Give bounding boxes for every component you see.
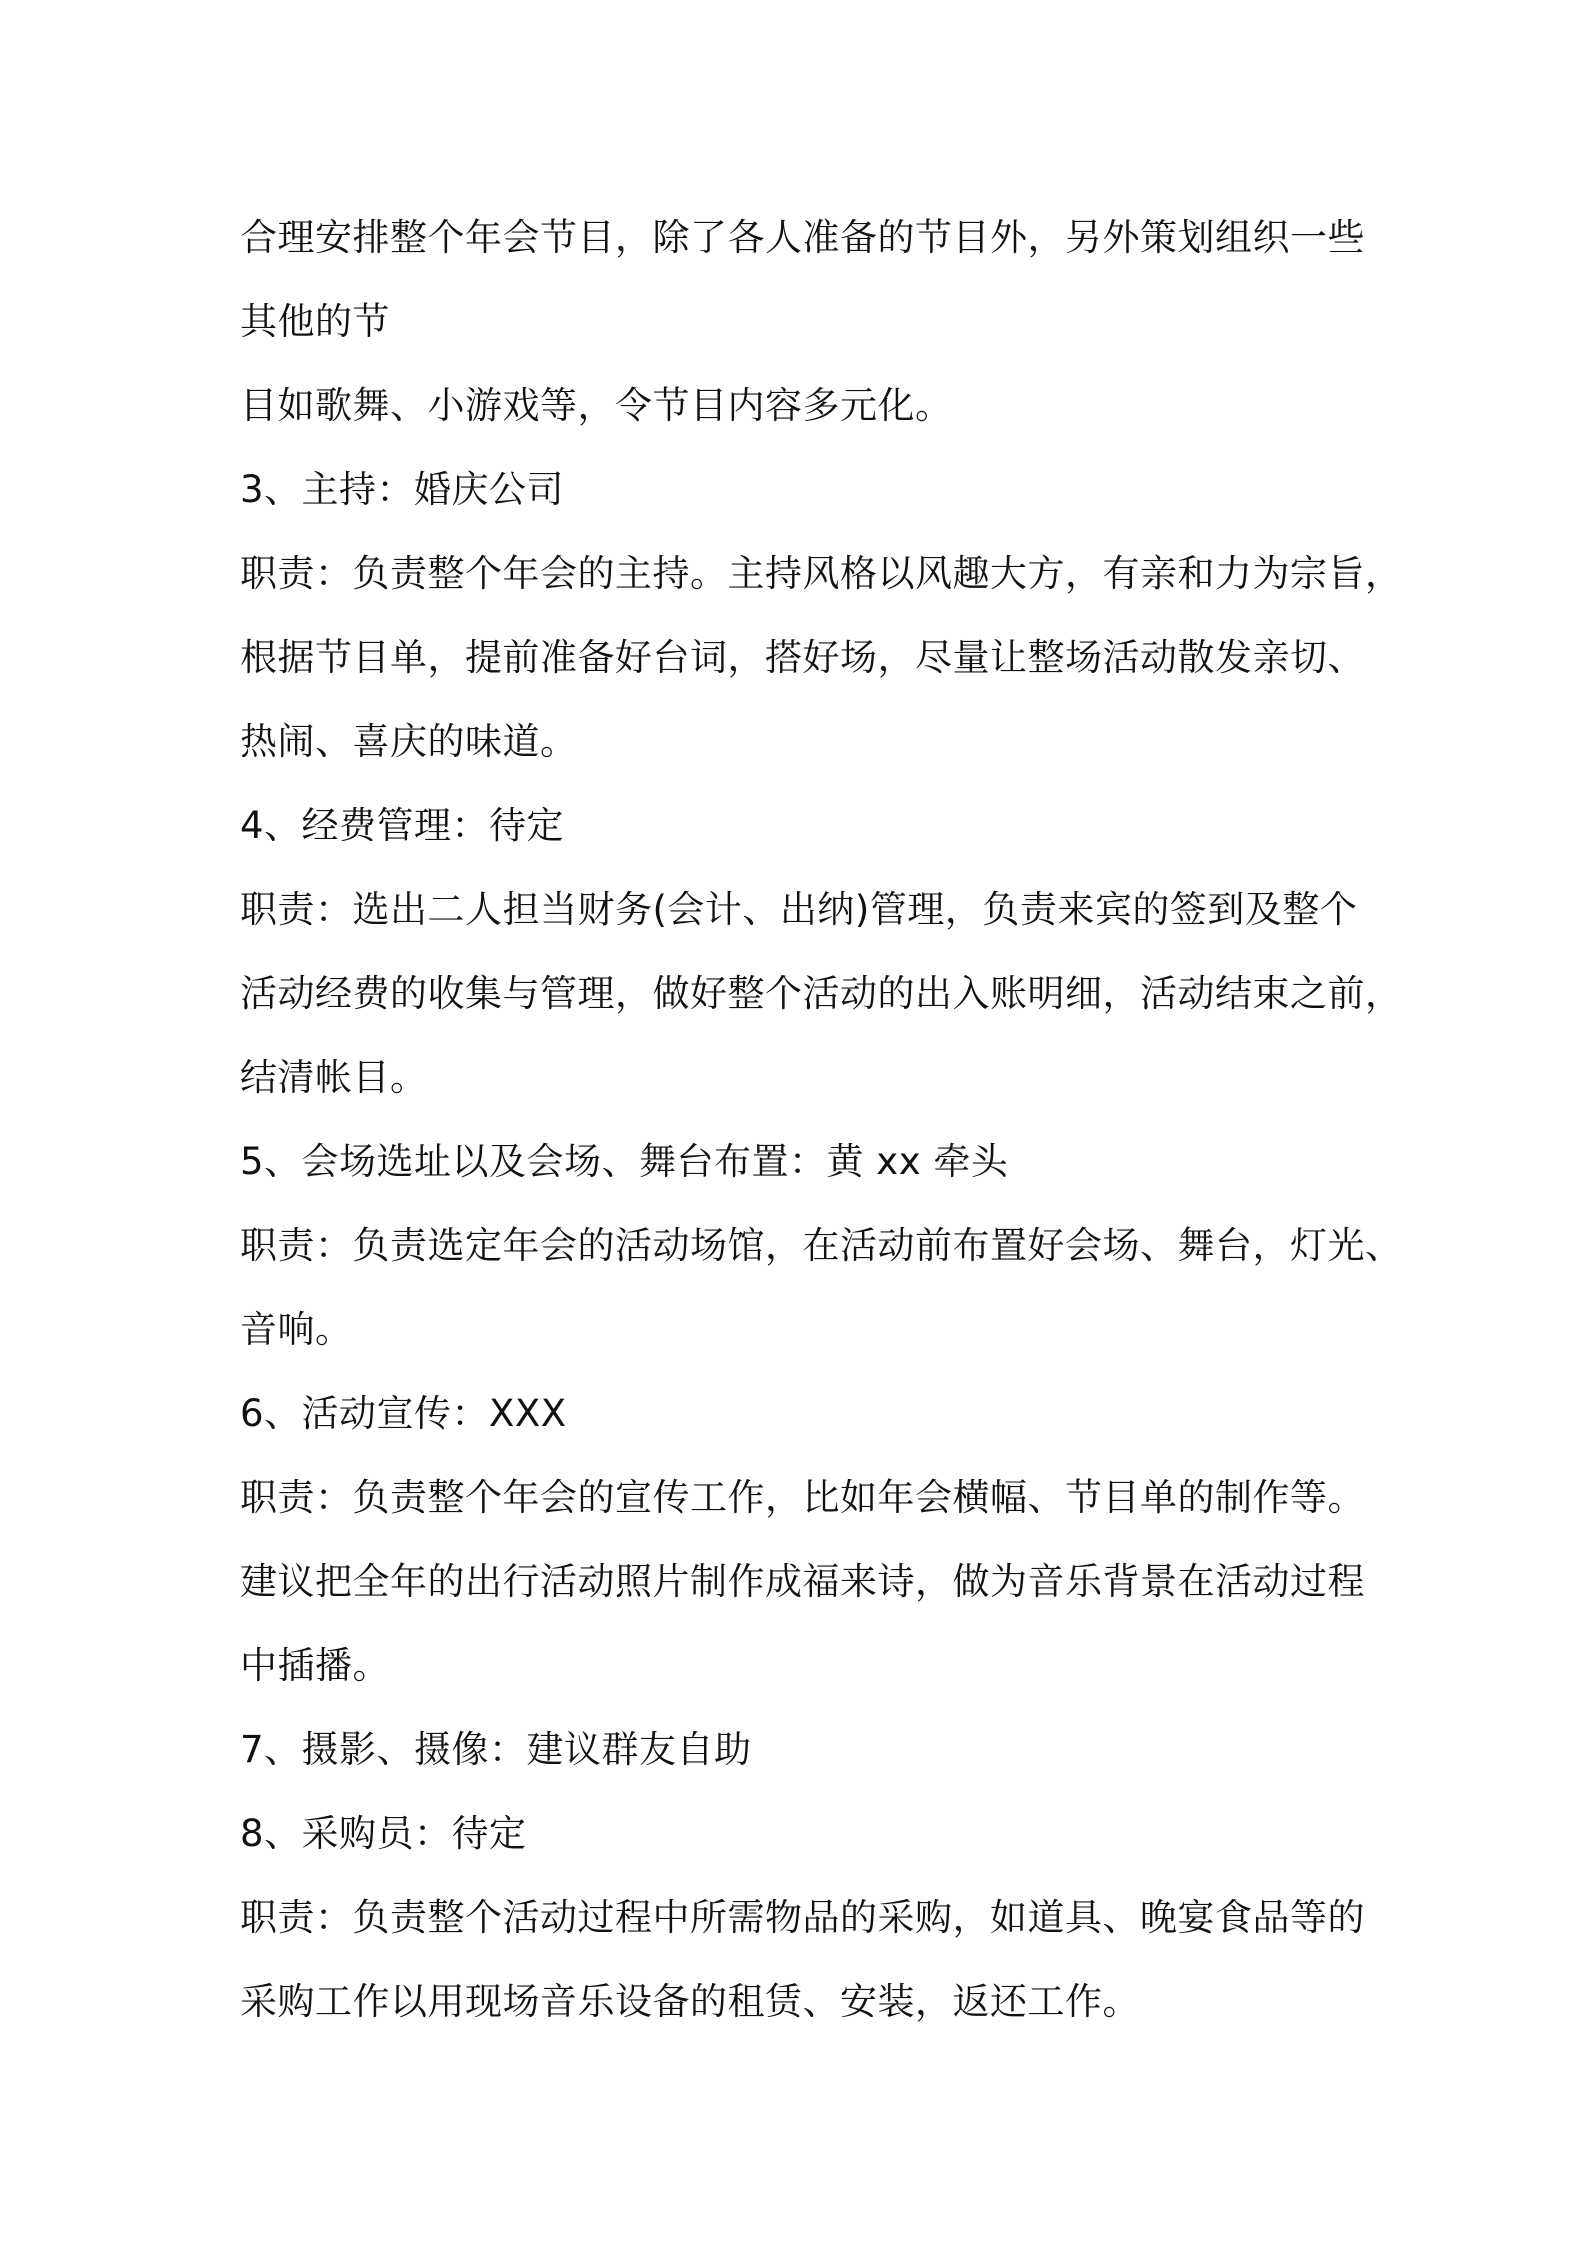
paragraph-line: 采购工作以用现场音乐设备的租赁、安装，返还工作。: [240, 1980, 1140, 2023]
paragraph-line: 目如歌舞、小游戏等，令节目内容多元化。: [240, 384, 953, 427]
paragraph-line: 职责：负责整个活动过程中所需物品的采购，如道具、晚宴食品等的: [240, 1896, 1365, 1939]
paragraph-line: 活动经费的收集与管理，做好整个活动的出入账明细，活动结束之前，: [240, 972, 1403, 1015]
paragraph-line: 建议把全年的出行活动照片制作成福来诗，做为音乐背景在活动过程: [240, 1560, 1365, 1603]
paragraph-line: 其他的节: [240, 300, 390, 343]
paragraph-line: 热闹、喜庆的味道。: [240, 720, 578, 763]
paragraph-line: 职责：负责整个年会的宣传工作，比如年会横幅、节目单的制作等。: [240, 1476, 1365, 1519]
paragraph-line: 根据节目单，提前准备好台词，搭好场，尽量让整场活动散发亲切、: [240, 636, 1365, 679]
paragraph-line: 职责：选出二人担当财务(会计、出纳)管理，负责来宾的签到及整个: [240, 888, 1358, 931]
paragraph-line: 音响。: [240, 1308, 353, 1351]
paragraph-line: 结清帐目。: [240, 1056, 428, 1099]
paragraph-line: 合理安排整个年会节目，除了各人准备的节目外，另外策划组织一些: [240, 216, 1365, 259]
section-heading-publicity: 6、活动宣传：XXX: [240, 1392, 567, 1435]
paragraph-line: 职责：负责选定年会的活动场馆，在活动前布置好会场、舞台，灯光、: [240, 1224, 1403, 1267]
section-heading-host: 3、主持：婚庆公司: [240, 468, 565, 511]
document-body: [240, 196, 1403, 2044]
section-heading-budget: 4、经费管理：待定: [240, 804, 565, 847]
paragraph-line: 中插播。: [240, 1644, 390, 1687]
section-heading-photography: 7、摄影、摄像：建议群友自助: [240, 1728, 752, 1771]
section-heading-purchasing: 8、采购员：待定: [240, 1812, 527, 1855]
paragraph-line: 职责：负责整个年会的主持。主持风格以风趣大方，有亲和力为宗旨，: [240, 552, 1403, 595]
section-heading-venue: 5、会场选址以及会场、舞台布置：黄 xx 牵头: [240, 1140, 1009, 1183]
